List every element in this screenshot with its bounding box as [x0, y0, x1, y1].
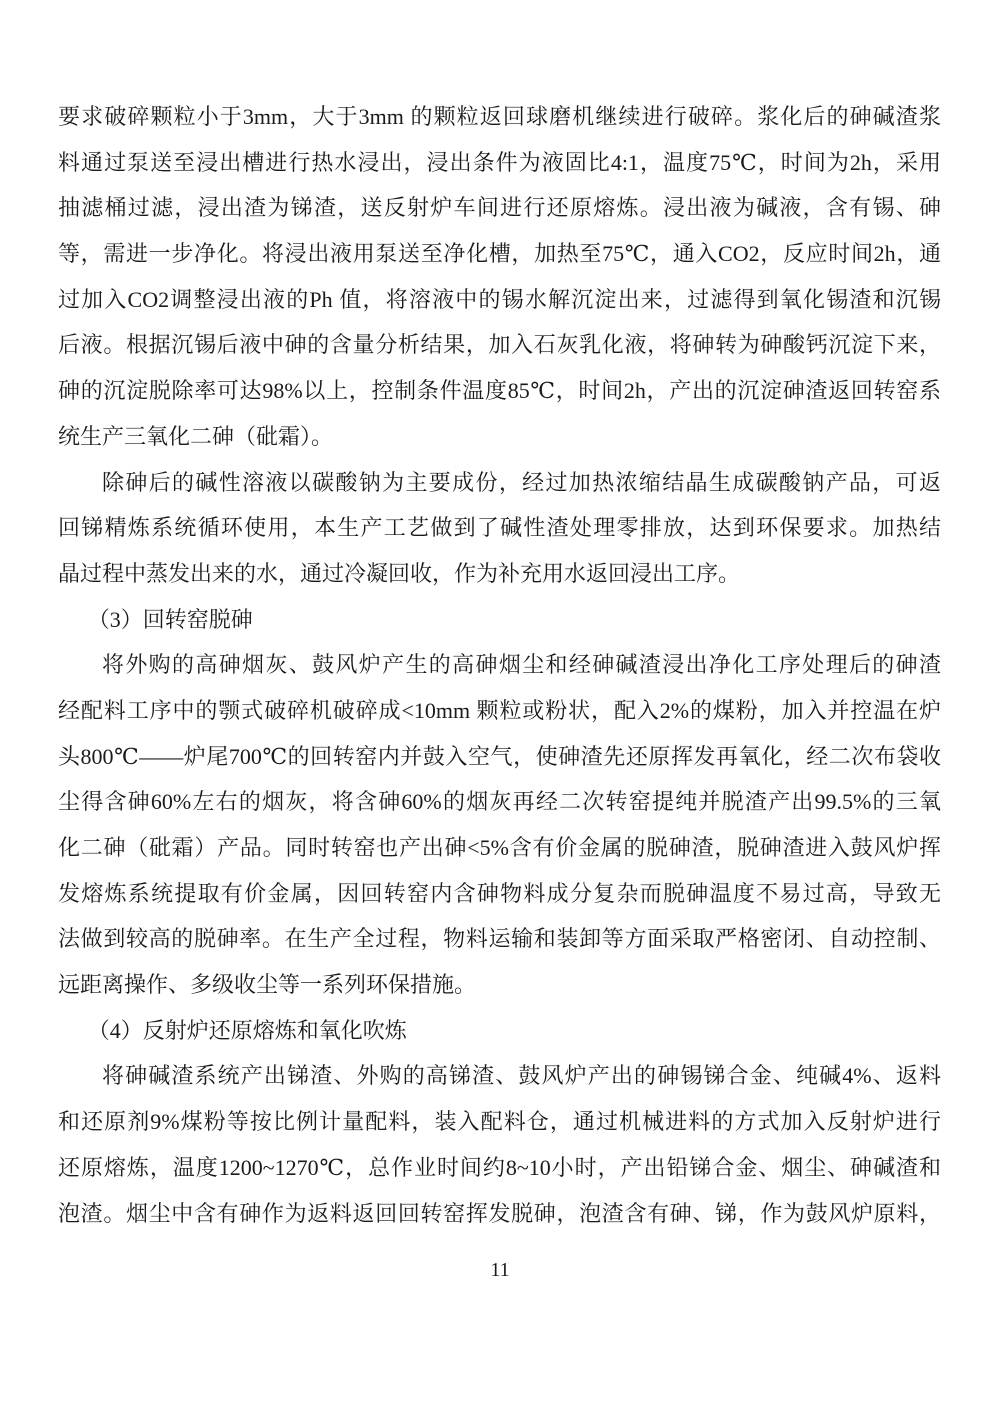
- text-line: 泡渣。烟尘中含有砷作为返料返回回转窑挥发脱砷，泡渣含有砷、锑，作为鼓风炉原料，: [58, 1200, 941, 1226]
- text-line: 头800℃——炉尾700℃的回转窑内并鼓入空气，使砷渣先还原挥发再氧化，经二次布袋收: [58, 743, 941, 769]
- text-line: 砷的沉淀脱除率可达98%以上，控制条件温度85℃，时间2h，产出的沉淀砷渣返回转窑系: [58, 378, 941, 404]
- section-heading: [58, 1008, 941, 1054]
- page-number: 11: [490, 1259, 510, 1281]
- text-line: 除砷后的碱性溶液以碳酸钠为主要成份，经过加热浓缩结晶生成碳酸钠产品，可返: [102, 469, 941, 495]
- text-line: 还原熔炼，温度1200~1270℃，总作业时间约8~10小时，产出铅锑合金、烟尘、砷碱渣和: [58, 1154, 941, 1180]
- document-body: [58, 94, 941, 1236]
- text-line: 将外购的高砷烟灰、鼓风炉产生的高砷烟尘和经砷碱渣浸出净化工序处理后的砷渣: [102, 652, 941, 678]
- text-line: 法做到较高的脱砷率。在生产全过程，物料运输和装卸等方面采取严格密闭、自动控制、: [58, 926, 941, 952]
- text-line: 尘得含砷60%左右的烟灰，将含砷60%的烟灰再经二次转窑提纯并脱渣产出99.5%的三氧: [58, 789, 941, 815]
- text-line: （3）回转窑脱砷: [87, 606, 253, 632]
- text-line: 料通过泵送至浸出槽进行热水浸出，浸出条件为液固比4:1，温度75℃，时间为2h，采用: [58, 149, 941, 175]
- text-line: 经配料工序中的颚式破碎机破碎成<10mm 颗粒或粉状，配入2%的煤粉，加入并控温在炉: [58, 697, 941, 723]
- text-line: 发熔炼系统提取有价金属，因回转窑内含砷物料成分复杂而脱砷温度不易过高，导致无: [58, 880, 941, 906]
- text-line: 回锑精炼系统循环使用，本生产工艺做到了碱性渣处理零排放，达到环保要求。加热结: [58, 515, 941, 541]
- text-line: 抽滤桶过滤，浸出渣为锑渣，送反射炉车间进行还原熔炼。浸出液为碱液，含有锡、砷: [58, 195, 941, 221]
- text-line: 统生产三氧化二砷（砒霜）。: [58, 423, 334, 449]
- paragraph: [58, 460, 941, 597]
- text-line: 要求破碎颗粒小于3mm，大于3mm 的颗粒返回球磨机继续进行破碎。浆化后的砷碱渣浆: [58, 104, 941, 129]
- paragraph: [58, 1053, 941, 1236]
- paragraph: [58, 94, 941, 460]
- text-line: （4）反射炉还原熔炼和氧化吹炼: [87, 1017, 407, 1043]
- page-footer: [0, 1256, 1000, 1284]
- text-line: 后液。根据沉锡后液中砷的含量分析结果，加入石灰乳化液，将砷转为砷酸钙沉淀下来，: [58, 332, 941, 358]
- text-line: 过加入CO2调整浸出液的Ph 值，将溶液中的锡水解沉淀出来，过滤得到氧化锡渣和沉锡: [58, 286, 941, 312]
- text-line: 将砷碱渣系统产出锑渣、外购的高锑渣、鼓风炉产出的砷锡锑合金、纯碱4%、返料: [102, 1063, 941, 1089]
- text-line: 化二砷（砒霜）产品。同时转窑也产出砷<5%含有价金属的脱砷渣，脱砷渣进入鼓风炉挥: [58, 835, 941, 860]
- paragraph: [58, 642, 941, 1008]
- section-heading: [58, 597, 941, 643]
- text-line: 远距离操作、多级收尘等一系列环保措施。: [58, 972, 477, 998]
- text-line: 等，需进一步净化。将浸出液用泵送至净化槽，加热至75℃，通入CO2，反应时间2h，通: [58, 241, 941, 267]
- text-line: 和还原剂9%煤粉等按比例计量配料，装入配料仓，通过机械进料的方式加入反射炉进行: [58, 1109, 941, 1135]
- text-line: 晶过程中蒸发出来的水，通过冷凝回收，作为补充用水返回浸出工序。: [58, 560, 741, 586]
